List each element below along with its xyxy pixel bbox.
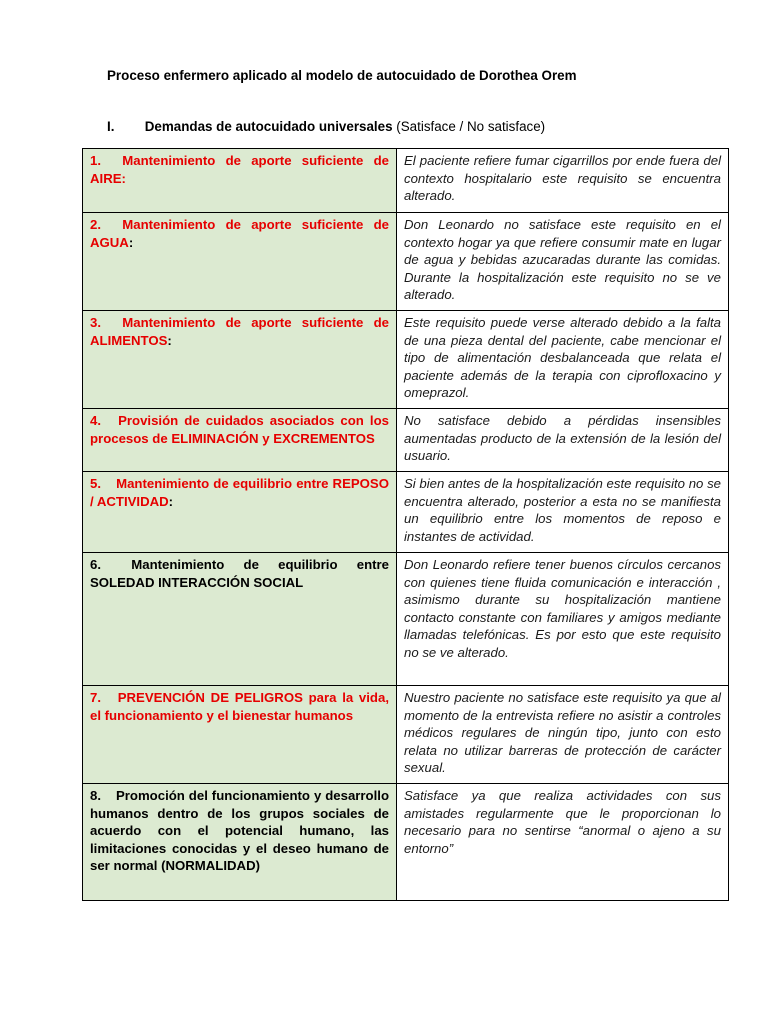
- requirement-description: Don Leonardo no satisface este requisito en el contexto hogar ya que refiere consumir mate en lugar de agua y bebidas azucaradas durante las comidas. Durante la hospitalización este requisito no se ve alterado.: [397, 213, 729, 311]
- requirement-description: Satisface ya que realiza actividades con sus amistades regularmente que le proporcionan lo necesario para no sentirse “anormal o ajeno a su entorno”: [397, 784, 729, 901]
- requirement-label-suffix: :: [167, 332, 172, 348]
- document-title: Proceso enfermero aplicado al modelo de autocuidado de Dorothea Orem: [107, 68, 577, 83]
- requirement-cell: [83, 553, 397, 686]
- requirement-number: 1.: [90, 153, 101, 168]
- requirement-number: 7.: [90, 690, 101, 705]
- requirement-label: PREVENCIÓN DE PELIGROS para la vida, el funcionamiento y el bienestar humanos: [90, 690, 389, 723]
- requirement-label-suffix: :: [128, 234, 134, 250]
- requirement-label-suffix: Mantenimiento de equilibrio entre SOLEDAD INTERACCIÓN SOCIAL: [90, 557, 389, 590]
- requirements-table: [82, 148, 729, 901]
- requirement-cell: [83, 409, 397, 472]
- requirement-label: Provisión de cuidados asociados con los procesos de ELIMINACIÓN y EXCREMENTOS: [90, 413, 389, 446]
- table-row: [83, 149, 729, 213]
- table-row: [83, 784, 729, 901]
- requirement-description: No satisface debido a pérdidas insensibles aumentadas producto de la extensión de la lesión del usuario.: [397, 409, 729, 472]
- requirement-number: 6.: [90, 557, 101, 572]
- requirement-cell: [83, 149, 397, 213]
- requirement-description: Este requisito puede verse alterado debido a la falta de una pieza dental del paciente, cabe mencionar el tipo de alimentación desbalanceada que relata el paciente además de la terapia con ciprofloxacino y omeprazol.: [397, 311, 729, 409]
- requirement-label: Mantenimiento de aporte suficiente de ALIMENTOS: [90, 315, 389, 348]
- requirement-cell: [83, 784, 397, 901]
- section-title: Demandas de autocuidado universales: [144, 119, 393, 134]
- requirement-number: 3.: [90, 315, 101, 330]
- table-row: [83, 686, 729, 784]
- requirement-description: Don Leonardo refiere tener buenos círculos cercanos con quienes tiene fluida comunicación e interacción , asimismo durante su hospitalización mantiene contacto constante con familiares y amigos mediante llamadas telefónicas. Es por esto que este requisito no se ve alterado.: [397, 553, 729, 686]
- requirement-cell: [83, 472, 397, 553]
- requirement-label: Mantenimiento de aporte suficiente de AIRE:: [90, 153, 389, 186]
- section-subtitle: (Satisface / No satisface): [396, 119, 546, 134]
- section-number: I.: [107, 119, 115, 134]
- requirement-cell: [83, 311, 397, 409]
- requirement-number: 5.: [90, 476, 101, 491]
- requirement-description: El paciente refiere fumar cigarrillos por ende fuera del contexto hospitalario este requisito se encuentra alterado.: [397, 149, 729, 213]
- requirement-cell: [83, 213, 397, 311]
- requirement-label: Mantenimiento de equilibrio entre REPOSO / ACTIVIDAD: [90, 476, 389, 509]
- requirement-number: 4.: [90, 413, 101, 428]
- requirement-number: 2.: [90, 217, 101, 232]
- requirement-label-suffix: Promoción del funcionamiento y desarrollo humanos dentro de los grupos sociales de acuerdo con el potencial humano, las limitaciones conocidas y el deseo humano de ser normal (NORMALIDAD): [90, 788, 389, 874]
- requirement-description: Nuestro paciente no satisface este requisito ya que al momento de la entrevista refiere no asistir a controles médicos regulares de ningún tipo, junto con esto relata no utilizar barreras de protección de carácter sexual.: [397, 686, 729, 784]
- requirement-number: 8.: [90, 788, 101, 803]
- requirement-label-suffix: :: [168, 493, 174, 509]
- section-heading: [107, 117, 707, 136]
- table-row: [83, 409, 729, 472]
- table-row: [83, 553, 729, 686]
- requirement-label: Mantenimiento de aporte suficiente de AGUA: [90, 217, 389, 250]
- table-row: [83, 213, 729, 311]
- requirement-cell: [83, 686, 397, 784]
- requirement-description: Si bien antes de la hospitalización este requisito no se encuentra alterado, posterior a esta no se manifiesta un equilibrio entre los momentos de reposo e instantes de actividad.: [397, 472, 729, 553]
- table-row: [83, 472, 729, 553]
- table-row: [83, 311, 729, 409]
